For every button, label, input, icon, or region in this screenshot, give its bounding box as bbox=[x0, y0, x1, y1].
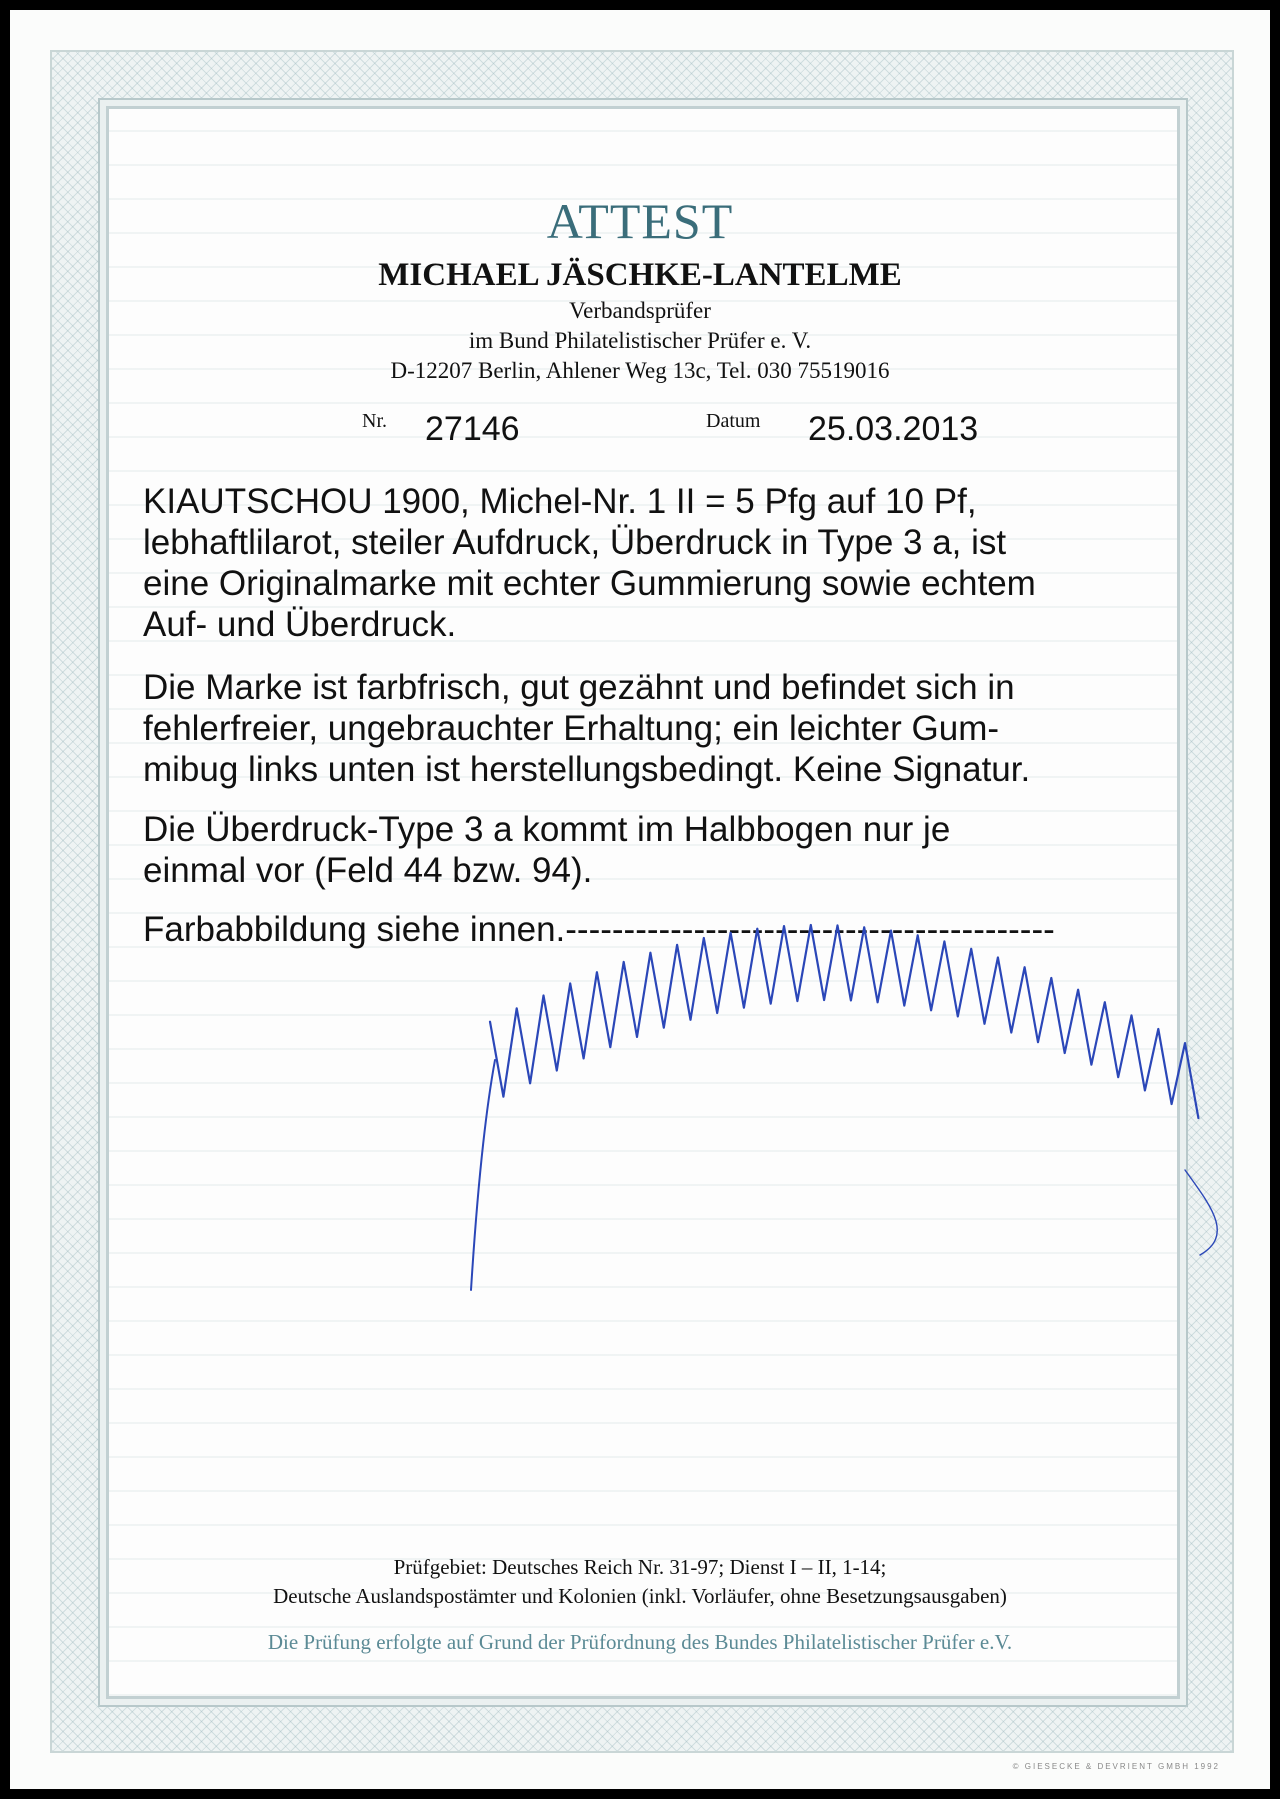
scope-line-1: Prüfgebiet: Deutsches Reich Nr. 31-97; Dienst I – II, 1-14; bbox=[393, 1555, 887, 1579]
certificate-number: 27146 bbox=[425, 410, 520, 448]
type-note-paragraph: Die Überdruck-Type 3 a kommt im Halbbogen nur je einmal vor (Feld 44 bzw. 94). bbox=[143, 810, 951, 890]
regulation-note: Die Prüfung erfolgte auf Grund der Prüfordnung des Bundes Philatelistischer Prüfer e.V. bbox=[267, 1630, 1013, 1654]
examiner-address: D-12207 Berlin, Ahlener Weg 13c, Tel. 030 75519016 bbox=[390, 358, 890, 383]
scope-line-2: Deutsche Auslandspostämter und Kolonien (inkl. Vorläufer, ohne Besetzungsausgaben) bbox=[273, 1584, 1007, 1608]
illustration-note: Farbabbildung siehe innen.------------------------------------------ bbox=[143, 910, 1055, 949]
date-label: Datum bbox=[706, 410, 761, 432]
examiner-name: MICHAEL JÄSCHKE-LANTELME bbox=[378, 257, 902, 293]
examiner-association: im Bund Philatelistischer Prüfer e. V. bbox=[468, 328, 812, 353]
condition-paragraph: Die Marke ist farbfrisch, gut gezähnt und befindet sich in fehlerfreier, ungebrauchter Erhaltung; ein leichter Gum- mibug links unten ist herstellungsbedingt. Keine Signatur. bbox=[143, 668, 1031, 789]
examiner-role: Verbandsprüfer bbox=[569, 298, 711, 323]
certificate-date: 25.03.2013 bbox=[808, 410, 979, 448]
number-label: Nr. bbox=[362, 410, 387, 432]
certificate-title: ATTEST bbox=[546, 193, 734, 249]
description-paragraph: KIAUTSCHOU 1900, Michel-Nr. 1 II = 5 Pfg auf 10 Pf, lebhaftlilarot, steiler Aufdruck, Überdruck in Type 3 a, ist eine Originalmarke mit echter Gummierung sowie echtem Auf- und Überdruck. bbox=[143, 482, 1036, 644]
printer-imprint: © GIESECKE & DEVRIENT GMBH 1992 bbox=[1012, 1762, 1220, 1771]
